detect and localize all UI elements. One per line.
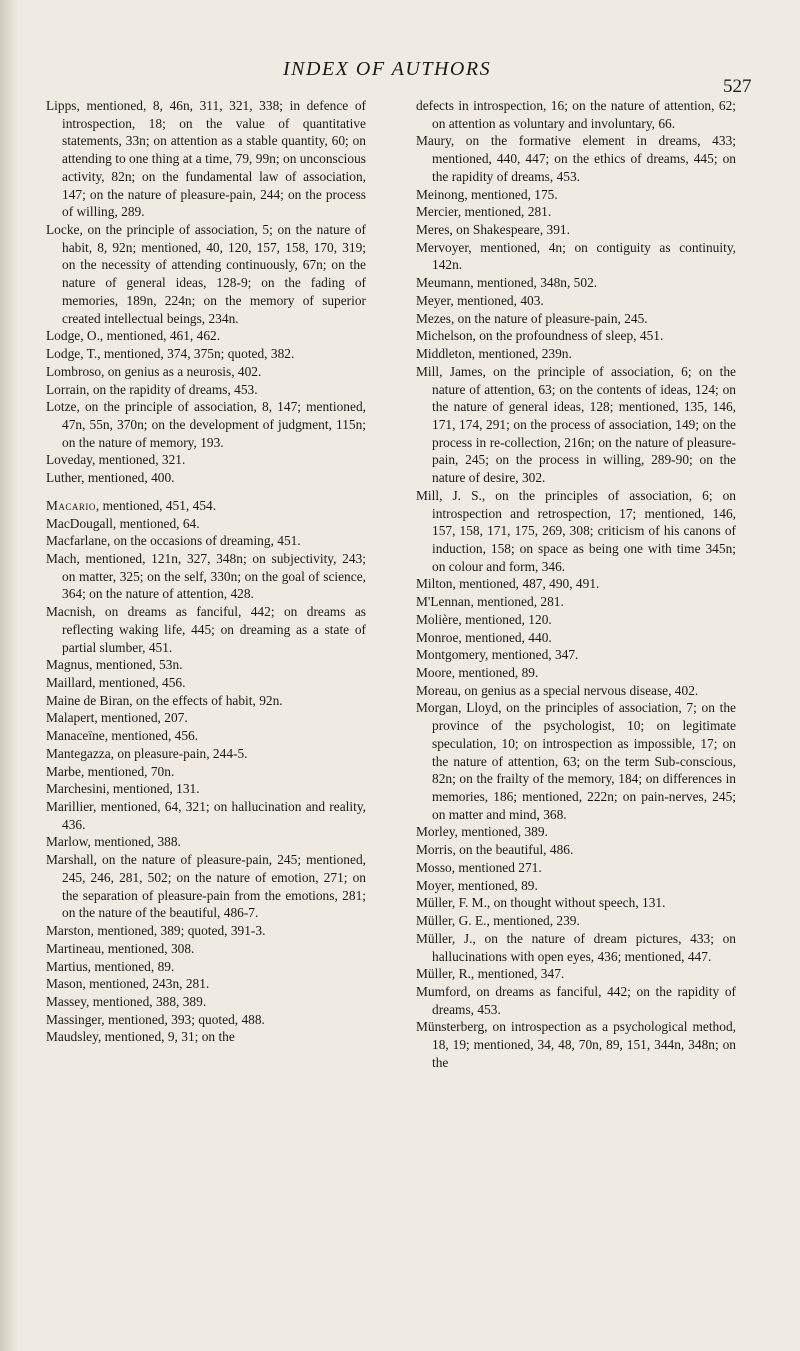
index-entry: Monroe, mentioned, 440. xyxy=(416,629,552,645)
index-entry: Macario, mentioned, 451, 454. xyxy=(46,497,217,513)
index-entry: Maillard, mentioned, 456. xyxy=(46,675,186,690)
index-entry: Magnus, mentioned, 53n. xyxy=(46,657,183,673)
index-entry: Lotze, on the principle of association, 8, 147; mentioned, 47n, 55n, 370n; on the development of judgment, 115n; on the nature of memory, 193. xyxy=(46,399,366,450)
index-entry: Mosso, mentioned 271. xyxy=(416,859,542,875)
index-entry: Mill, James, on the principle of association, 6; on the nature of attention, 63; on the contents of ideas, 124; on the nature of general ideas, 128; mentioned, 135, 146, 171, 174, 291; on the process of association, 149; on the process in re-collection, 216n; on the nature of pleasure-pain, 245; on the process in willing, 289-90; on the nature of desire, 302. xyxy=(416,363,736,486)
index-entry: Moyer, mentioned, 89. xyxy=(416,877,538,893)
index-entry: Luther, mentioned, 400. xyxy=(46,470,175,486)
index-entry: Moore, mentioned, 89. xyxy=(416,665,539,680)
index-entry: Mason, mentioned, 243n, 281. xyxy=(46,976,210,992)
index-entry: Marchesini, mentioned, 131. xyxy=(46,781,200,797)
index-entry: Lipps, mentioned, 8, 46n, 311, 321, 338; in defence of introspection, 18; on the value of quantitative statements, 33n; on attention as a stable quantity, 60; on attending to one thing at a time, 79, 99n; on unconscious activity, 82n; on the fundamental law of association, 147; on the nature of pleasure-pain, 244; on the process of willing, 289. xyxy=(46,98,366,220)
index-entry: defects in introspection, 16; on the nature of attention, 62; on attention as voluntary and involuntary, 66. xyxy=(416,98,736,131)
index-column-right xyxy=(416,97,736,1072)
section-first-word: Macario xyxy=(46,497,96,513)
index-entry: Meinong, mentioned, 175. xyxy=(416,186,558,202)
index-entry: Moreau, on genius as a special nervous disease, 402. xyxy=(416,682,699,698)
index-entry: Meyer, mentioned, 403. xyxy=(416,292,544,308)
index-entry: Müller, F. M., on thought without speech, 131. xyxy=(416,895,666,911)
index-entry: Marston, mentioned, 389; quoted, 391-3. xyxy=(46,923,266,939)
index-entry: Michelson, on the profoundness of sleep, 451. xyxy=(416,328,664,344)
index-entry: Mervoyer, mentioned, 4n; on contiguity as continuity, 142n. xyxy=(416,239,736,273)
index-entry: Montgomery, mentioned, 347. xyxy=(416,647,579,663)
letter-section-gap xyxy=(46,487,366,497)
index-entry: Meres, on Shakespeare, 391. xyxy=(416,222,570,238)
index-entry: Morgan, Lloyd, on the principles of association, 7; on the province of the psychologist, 10; on legitimate speculation, 10; on introspection as impossible, 17; on the nature of attention, 63; on the term Sub-conscious, 82n; on the frailty of the memory, 184; on differences in memories, 186; mentioned, 222n; on pain-nerves, 245; on matter and mind, 368. xyxy=(416,700,736,822)
index-entry: Morley, mentioned, 389. xyxy=(416,824,548,840)
index-entry: Marlow, mentioned, 388. xyxy=(46,834,181,850)
index-entry: Lodge, O., mentioned, 461, 462. xyxy=(46,328,221,344)
index-entry: Morris, on the beautiful, 486. xyxy=(416,842,574,858)
index-entry: Lodge, T., mentioned, 374, 375n; quoted, 382. xyxy=(46,346,295,362)
running-title: INDEX OF AUTHORS xyxy=(283,58,492,80)
index-entry: Mach, mentioned, 121n, 327, 348n; on subjectivity, 243; on matter, 325; on the self, 330n; on the goal of science, 364; on the nature of attention, 428. xyxy=(46,550,366,602)
page-gutter-shadow xyxy=(0,0,18,1351)
index-entry: Mezes, on the nature of pleasure-pain, 245. xyxy=(416,310,648,326)
index-entry: Massey, mentioned, 388, 389. xyxy=(46,993,207,1009)
index-entry: Marshall, on the nature of pleasure-pain, 245; mentioned, 245, 246, 281, 502; on the nature of emotion, 271; on the separation of pleasure-pain from the emotions, 281; on the nature of the beautiful, 486-7. xyxy=(46,852,366,921)
index-entry: Mantegazza, on pleasure-pain, 244-5. xyxy=(46,745,248,761)
index-entry: Maury, on the formative element in dreams, 433; mentioned, 440, 447; on the ethics of dreams, 445; on the rapidity of dreams, 453. xyxy=(416,133,736,184)
index-entry: Maine de Biran, on the effects of habit, 92n. xyxy=(46,692,283,708)
index-entry: Marbe, mentioned, 70n. xyxy=(46,763,175,779)
index-entry: Macfarlane, on the occasions of dreaming, 451. xyxy=(46,533,301,549)
index-entry: Mumford, on dreams as fanciful, 442; on the rapidity of dreams, 453. xyxy=(416,983,736,1017)
index-entry: M'Lennan, mentioned, 281. xyxy=(416,594,564,610)
index-entry: Müller, R., mentioned, 347. xyxy=(416,966,565,982)
page-header xyxy=(0,58,800,97)
index-entry: Maudsley, mentioned, 9, 31; on the xyxy=(46,1029,235,1045)
index-entry: Middleton, mentioned, 239n. xyxy=(416,346,572,362)
page-number: 527 xyxy=(723,76,752,97)
index-entry: Massinger, mentioned, 393; quoted, 488. xyxy=(46,1011,265,1027)
index-entry: Locke, on the principle of association, 5; on the nature of habit, 8, 92n; mentioned, 40, 120, 157, 158, 170, 319; on the necessity of attending continuously, 67n; on the nature of general ideas, 128-9; on the fading of memories, 189n, 224n; on the memory of superior created intellectual beings, 234n. xyxy=(46,222,366,326)
index-column-left xyxy=(46,97,366,1046)
index-entry: Martineau, mentioned, 308. xyxy=(46,940,195,956)
index-entry: Marillier, mentioned, 64, 321; on hallucination and reality, 436. xyxy=(46,799,366,832)
index-entry: Lombroso, on genius as a neurosis, 402. xyxy=(46,363,262,379)
index-entry: Milton, mentioned, 487, 490, 491. xyxy=(416,576,600,592)
index-entry: Loveday, mentioned, 321. xyxy=(46,452,186,468)
index-entry: Müller, J., on the nature of dream pictures, 433; on hallucinations with open eyes, 436; mentioned, 447. xyxy=(416,930,736,964)
index-entry: Münsterberg, on introspection as a psychological method, 18, 19; mentioned, 34, 48, 70n, 89, 151, 344n, 348n; on the xyxy=(416,1019,736,1070)
index-entry: Meumann, mentioned, 348n, 502. xyxy=(416,275,598,291)
index-entry: Martius, mentioned, 89. xyxy=(46,958,175,974)
index-entry: Malapert, mentioned, 207. xyxy=(46,710,188,726)
index-entry: Manaceïne, mentioned, 456. xyxy=(46,728,199,744)
index-entry: Müller, G. E., mentioned, 239. xyxy=(416,913,580,929)
index-entry: Macnish, on dreams as fanciful, 442; on dreams as reflecting waking life, 445; on dreaming as a state of partial slumber, 451. xyxy=(46,604,366,655)
index-entry: MacDougall, mentioned, 64. xyxy=(46,515,200,531)
index-entry: Mercier, mentioned, 281. xyxy=(416,204,552,220)
index-entry: Lorrain, on the rapidity of dreams, 453. xyxy=(46,381,258,397)
index-entry: Molière, mentioned, 120. xyxy=(416,611,552,627)
index-entry: Mill, J. S., on the principles of association, 6; on introspection and retrospection, 17; mentioned, 146, 157, 158, 171, 175, 269, 308; criticism of his canons of induction, 158; on space as being one with time 345n; on colour and form, 346. xyxy=(416,487,736,574)
